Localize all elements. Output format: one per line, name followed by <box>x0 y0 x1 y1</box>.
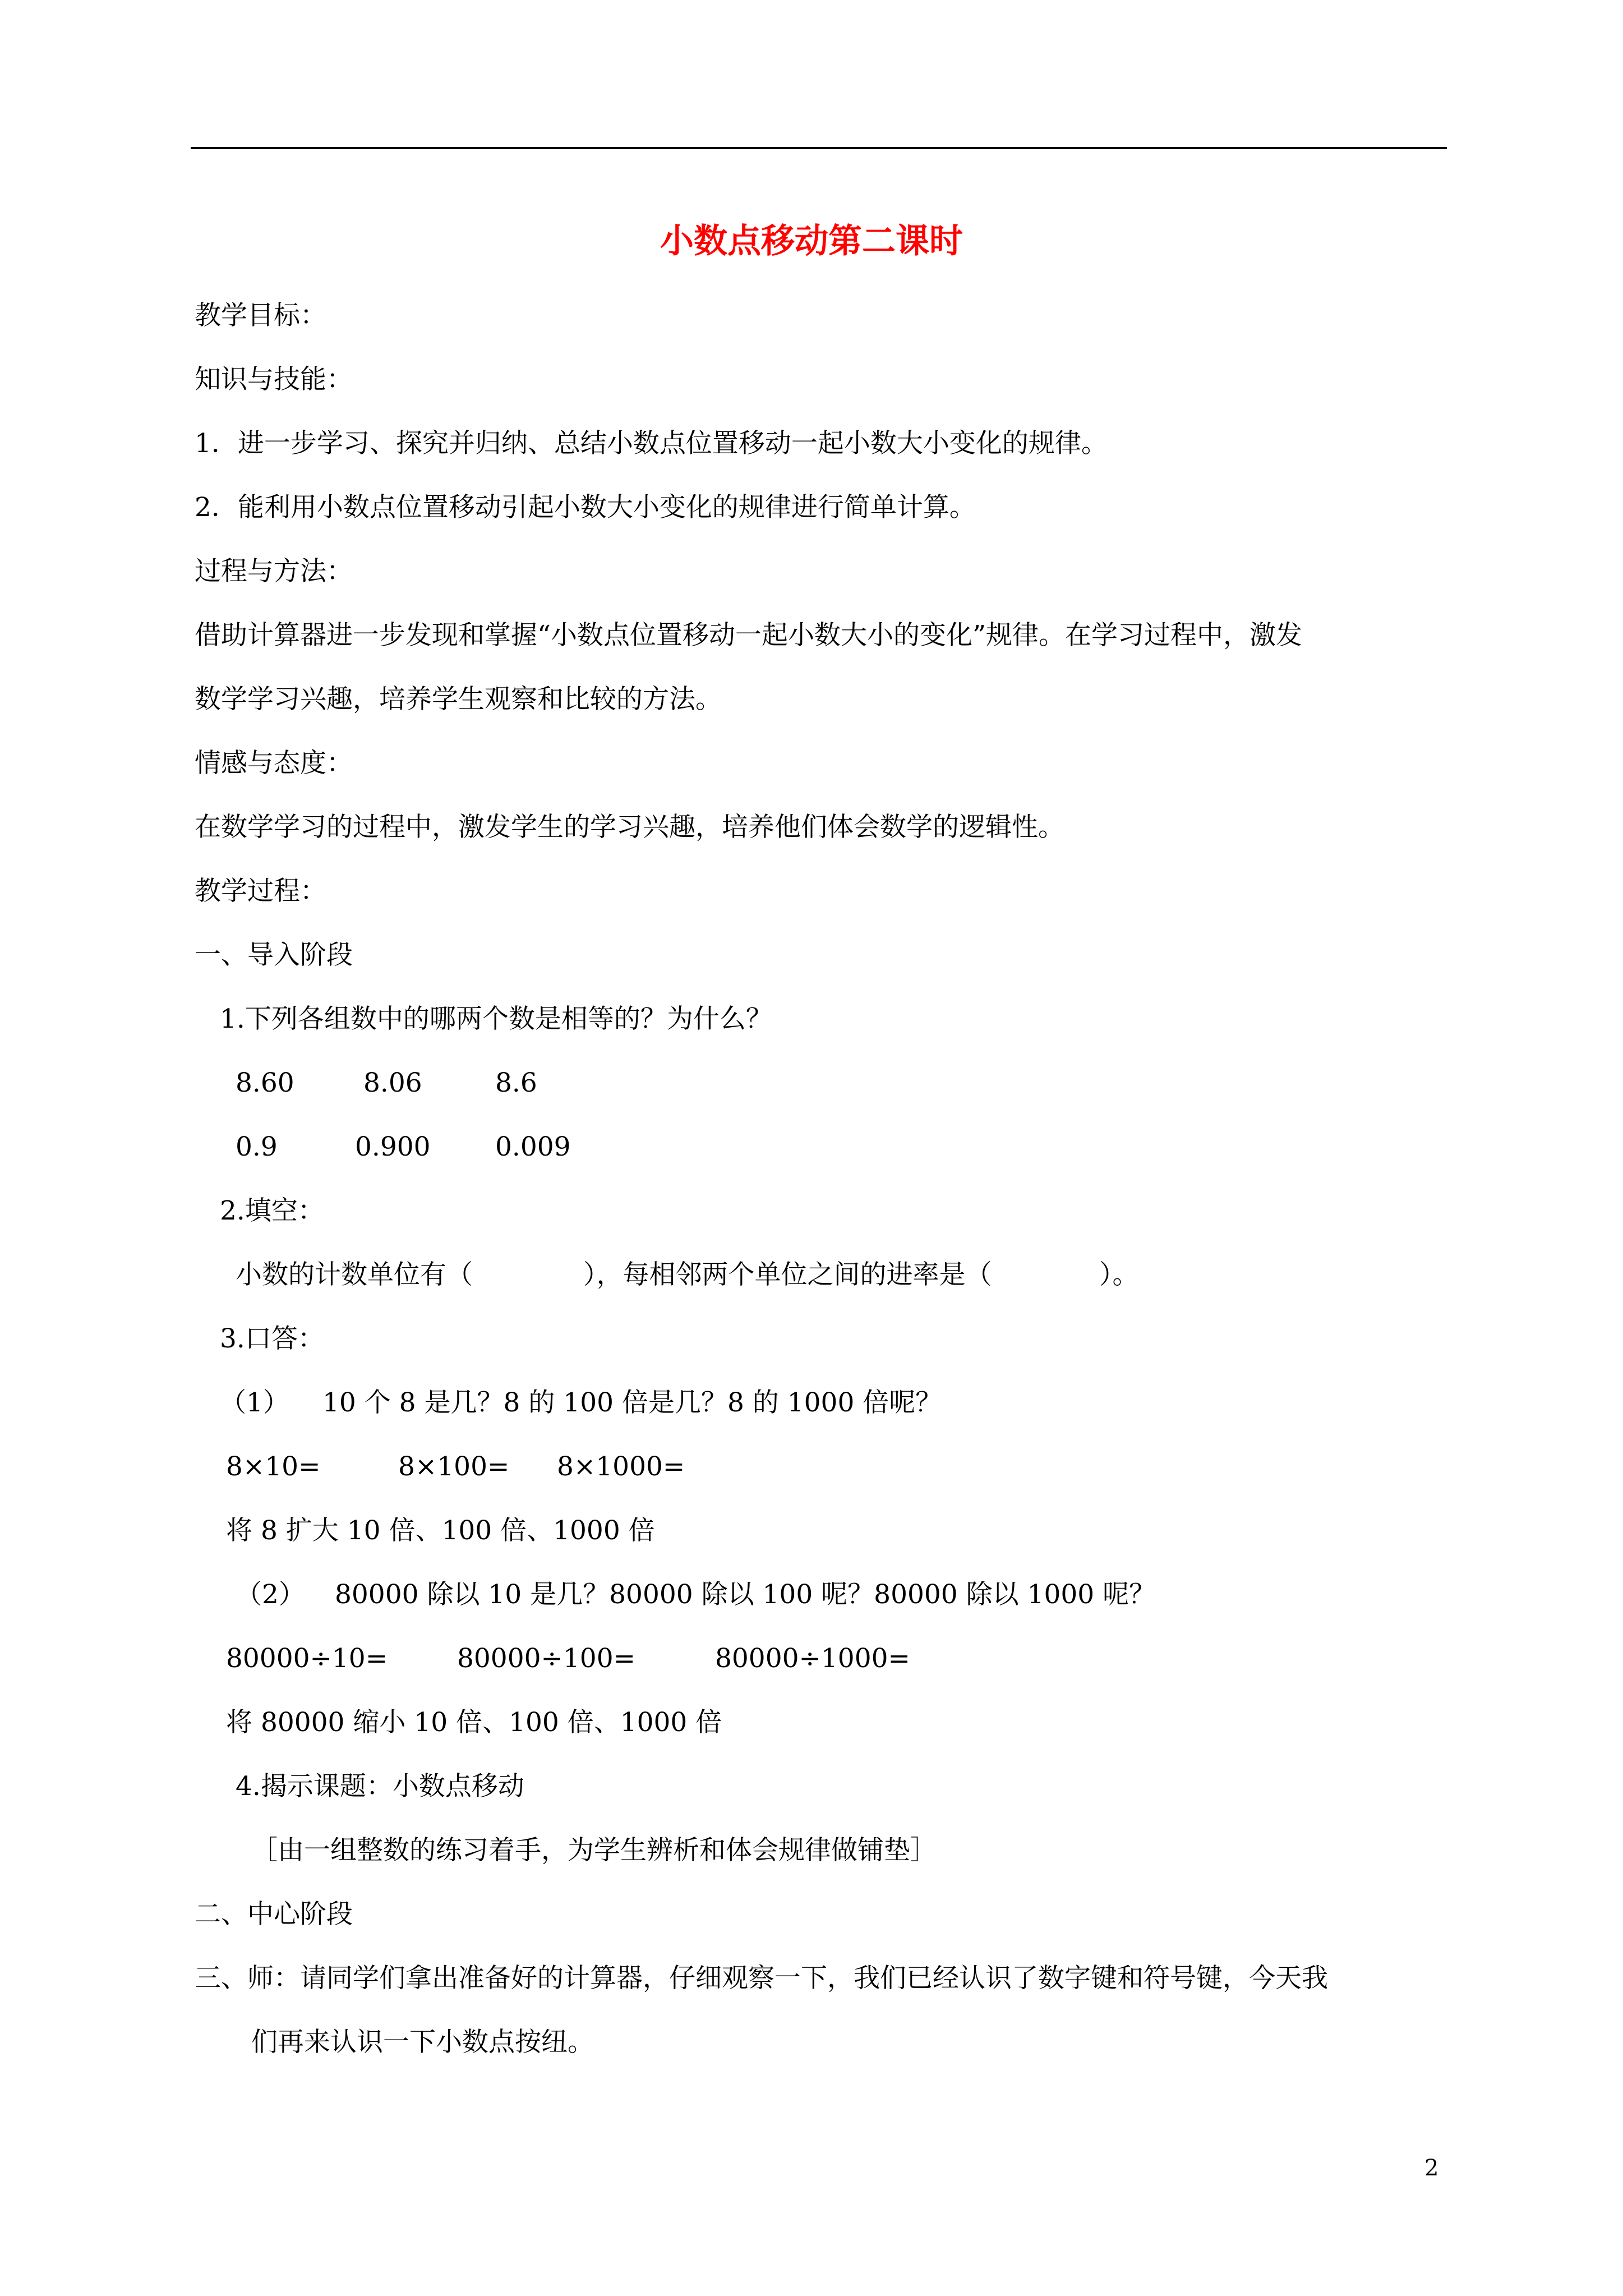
number-0-900: 0.900 <box>355 1131 431 1162</box>
question-2: 2.填空： <box>220 1195 324 1226</box>
reduce-statement: 将 80000 缩小 10 倍、100 倍、1000 倍 <box>226 1707 722 1738</box>
expr-80000-div-10: 80000÷10= <box>226 1643 388 1674</box>
number-0-9: 0.9 <box>236 1131 278 1162</box>
process-text-line-1: 借助计算器进一步发现和掌握“小数点位置移动一起小数大小的变化”规律。在学习过程中，激发 <box>195 620 1303 651</box>
header-rule <box>191 147 1447 149</box>
number-0-009: 0.009 <box>495 1131 571 1162</box>
subsection-emotion-attitude: 情感与态度： <box>195 748 353 779</box>
question-4: 4.揭示课题：小数点移动 <box>236 1771 524 1802</box>
goal-item-1: 1．进一步学习、探究并归纳、总结小数点位置移动一起小数大小变化的规律。 <box>195 428 1108 459</box>
number-8-60: 8.60 <box>236 1068 294 1098</box>
question-1: 1.下列各组数中的哪两个数是相等的？为什么？ <box>220 1004 772 1034</box>
section-teaching-process: 教学过程： <box>195 876 326 907</box>
expr-80000-div-1000: 80000÷1000= <box>715 1643 910 1674</box>
number-8-6: 8.6 <box>495 1068 537 1098</box>
question-3: 3.口答： <box>220 1323 324 1354</box>
sub-question-1-label: （1） <box>220 1387 289 1418</box>
goal-item-2: 2．能利用小数点位置移动引起小数大小变化的规律进行简单计算。 <box>195 492 976 523</box>
expr-80000-div-100: 80000÷100= <box>457 1643 635 1674</box>
page-number: 2 <box>1424 2155 1439 2181</box>
fill-blank-part-1: 小数的计数单位有（ <box>236 1259 473 1290</box>
stage-2-heading: 二、中心阶段 <box>195 1899 353 1930</box>
fill-blank-part-3: ）。 <box>1099 1259 1139 1290</box>
expr-8x100: 8×100= <box>398 1451 510 1482</box>
bracket-note: ［由一组整数的练习着手，为学生辨析和体会规律做铺垫］ <box>251 1835 937 1866</box>
stage-3-text-line-2: 们再来认识一下小数点按纽。 <box>251 2027 594 2058</box>
expr-8x10: 8×10= <box>226 1451 321 1482</box>
sub-question-2-text: 80000 除以 10 是几？80000 除以 100 呢？80000 除以 1000 呢？ <box>335 1579 1156 1610</box>
expr-8x1000: 8×1000= <box>557 1451 685 1482</box>
document-title: 小数点移动第二课时 <box>660 222 963 261</box>
subsection-process-methods: 过程与方法： <box>195 556 353 587</box>
section-teaching-goals: 教学目标： <box>195 300 326 331</box>
sub-question-1-text: 10 个 8 是几？8 的 100 倍是几？8 的 1000 倍呢？ <box>322 1387 942 1418</box>
emotion-text: 在数学学习的过程中，激发学生的学习兴趣，培养他们体会数学的逻辑性。 <box>195 812 1064 843</box>
stage-3-text-line-1: 三、师：请同学们拿出准备好的计算器，仔细观察一下，我们已经认识了数字键和符号键，今天我 <box>195 1963 1328 1994</box>
sub-question-2-label: （2） <box>236 1579 305 1610</box>
stage-1-heading: 一、导入阶段 <box>195 940 353 970</box>
subsection-knowledge-skills: 知识与技能： <box>195 364 353 395</box>
fill-blank-part-2: ），每相邻两个单位之间的进率是（ <box>583 1259 992 1290</box>
process-text-line-2: 数学学习兴趣，培养学生观察和比较的方法。 <box>195 684 722 715</box>
expand-statement: 将 8 扩大 10 倍、100 倍、1000 倍 <box>226 1515 655 1546</box>
number-8-06: 8.06 <box>363 1068 422 1098</box>
